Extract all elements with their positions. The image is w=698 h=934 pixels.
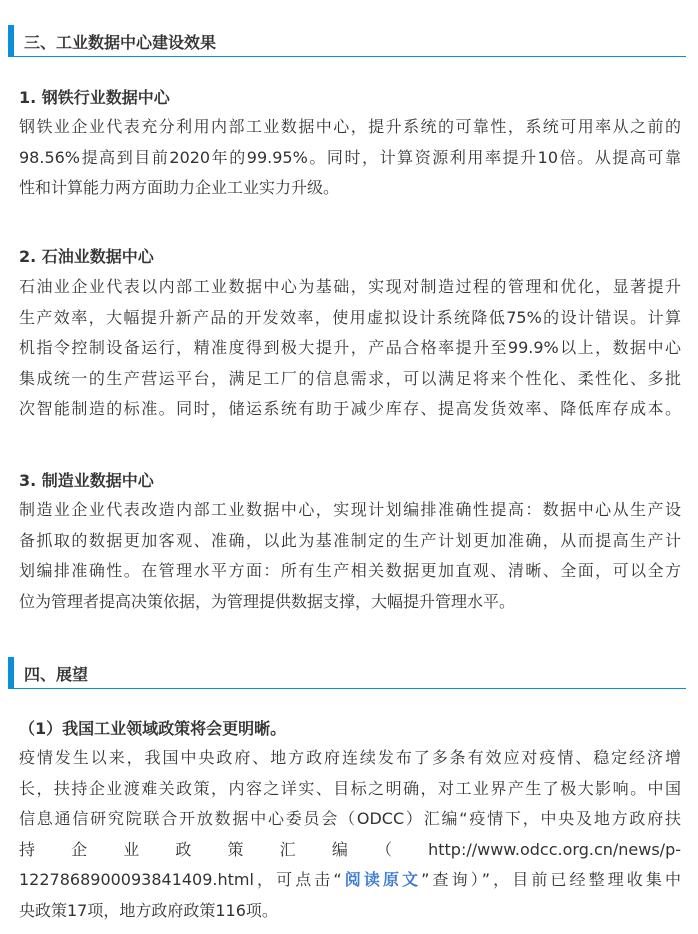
policy-heading: （1）我国工业领域政策将会更明晰。 [19, 719, 287, 738]
heading-accent-bar [8, 25, 14, 56]
text-line: 石油业企业代表以内部工业数据中心为基础，实现对制造过程的管理和优化，显著提升 [19, 277, 681, 296]
oil-heading: 2. 石油业数据中心 [19, 247, 154, 266]
steel-paragraph [19, 112, 681, 204]
text-line: 央政策17项，地方政府政策116项。 [19, 900, 278, 920]
text-fragment: ”查询）”，目前已经整理收集中 [421, 870, 681, 889]
text-line: 划编排准确性。在管理水平方面：所有生产相关数据更加直观、清晰、全面，可以全方 [19, 561, 681, 580]
text-line [19, 865, 681, 896]
section-heading-effects [8, 24, 686, 57]
policy-paragraph [19, 743, 681, 926]
section-title: 四、展望 [24, 665, 89, 684]
text-line: 疫情发生以来，我国中央政府、地方政府连续发布了多条有效应对疫情、稳定经济增 [19, 748, 681, 767]
oil-paragraph [19, 272, 681, 425]
read-original-link[interactable]: 阅读原文 [341, 870, 422, 889]
text-line: 备抓取的数据更加客观、准确，以此为基准制定的生产计划更加准确，从而提高生产计 [19, 530, 681, 550]
text-line: 98.56%提高到目前2020年的99.95%。同时，计算资源利用率提升10倍。从提高可靠 [19, 147, 681, 167]
manufacturing-paragraph [19, 495, 681, 617]
text-line: 性和计算能力两方面助力企业工业实力升级。 [19, 178, 340, 197]
text-line: 持 企 业 政 策 汇 编 （ http://www.odcc.org.cn/news/p- [19, 839, 681, 859]
text-line: 生产效率，大幅提升新产品的开发效率，使用虚拟设计系统降低75%的设计错误。计算 [19, 307, 681, 327]
steel-heading: 1. 钢铁行业数据中心 [19, 88, 170, 107]
text-line: 钢铁业企业代表充分利用内部工业数据中心，提升系统的可靠性，系统可用率从之前的 [19, 117, 681, 136]
section-heading-outlook [8, 656, 686, 689]
text-line: 机指令控制设备运行，精准度得到极大提升，产品合格率提升至99.9%以上，数据中心 [19, 338, 681, 357]
text-line: 位为管理者提高决策依据，为管理提供数据支撑，大幅提升管理水平。 [19, 591, 516, 611]
manufacturing-heading: 3. 制造业数据中心 [19, 471, 154, 490]
heading-accent-bar [8, 657, 14, 688]
text-line: 次智能制造的标准。同时，储运系统有助于减少库存、提高发货效率、降低库存成本。 [19, 399, 681, 418]
section-title: 三、工业数据中心建设效果 [24, 33, 217, 52]
text-line: 信息通信研究院联合开放数据中心委员会（ODCC）汇编“疫情下，中央及地方政府扶 [19, 809, 681, 828]
text-line: 集成统一的生产营运平台，满足工厂的信息需求，可以满足将来个性化、柔性化、多批 [19, 368, 681, 388]
text-line: 制造业企业代表改造内部工业数据中心，实现计划编排准确性提高：数据中心从生产设 [19, 500, 681, 519]
text-line: 长，扶持企业渡难关政策，内容之详实、目标之明确，对工业界产生了极大影响。中国 [19, 778, 681, 798]
url-text: 1227868900093841409.html，可点击“ [19, 870, 342, 889]
